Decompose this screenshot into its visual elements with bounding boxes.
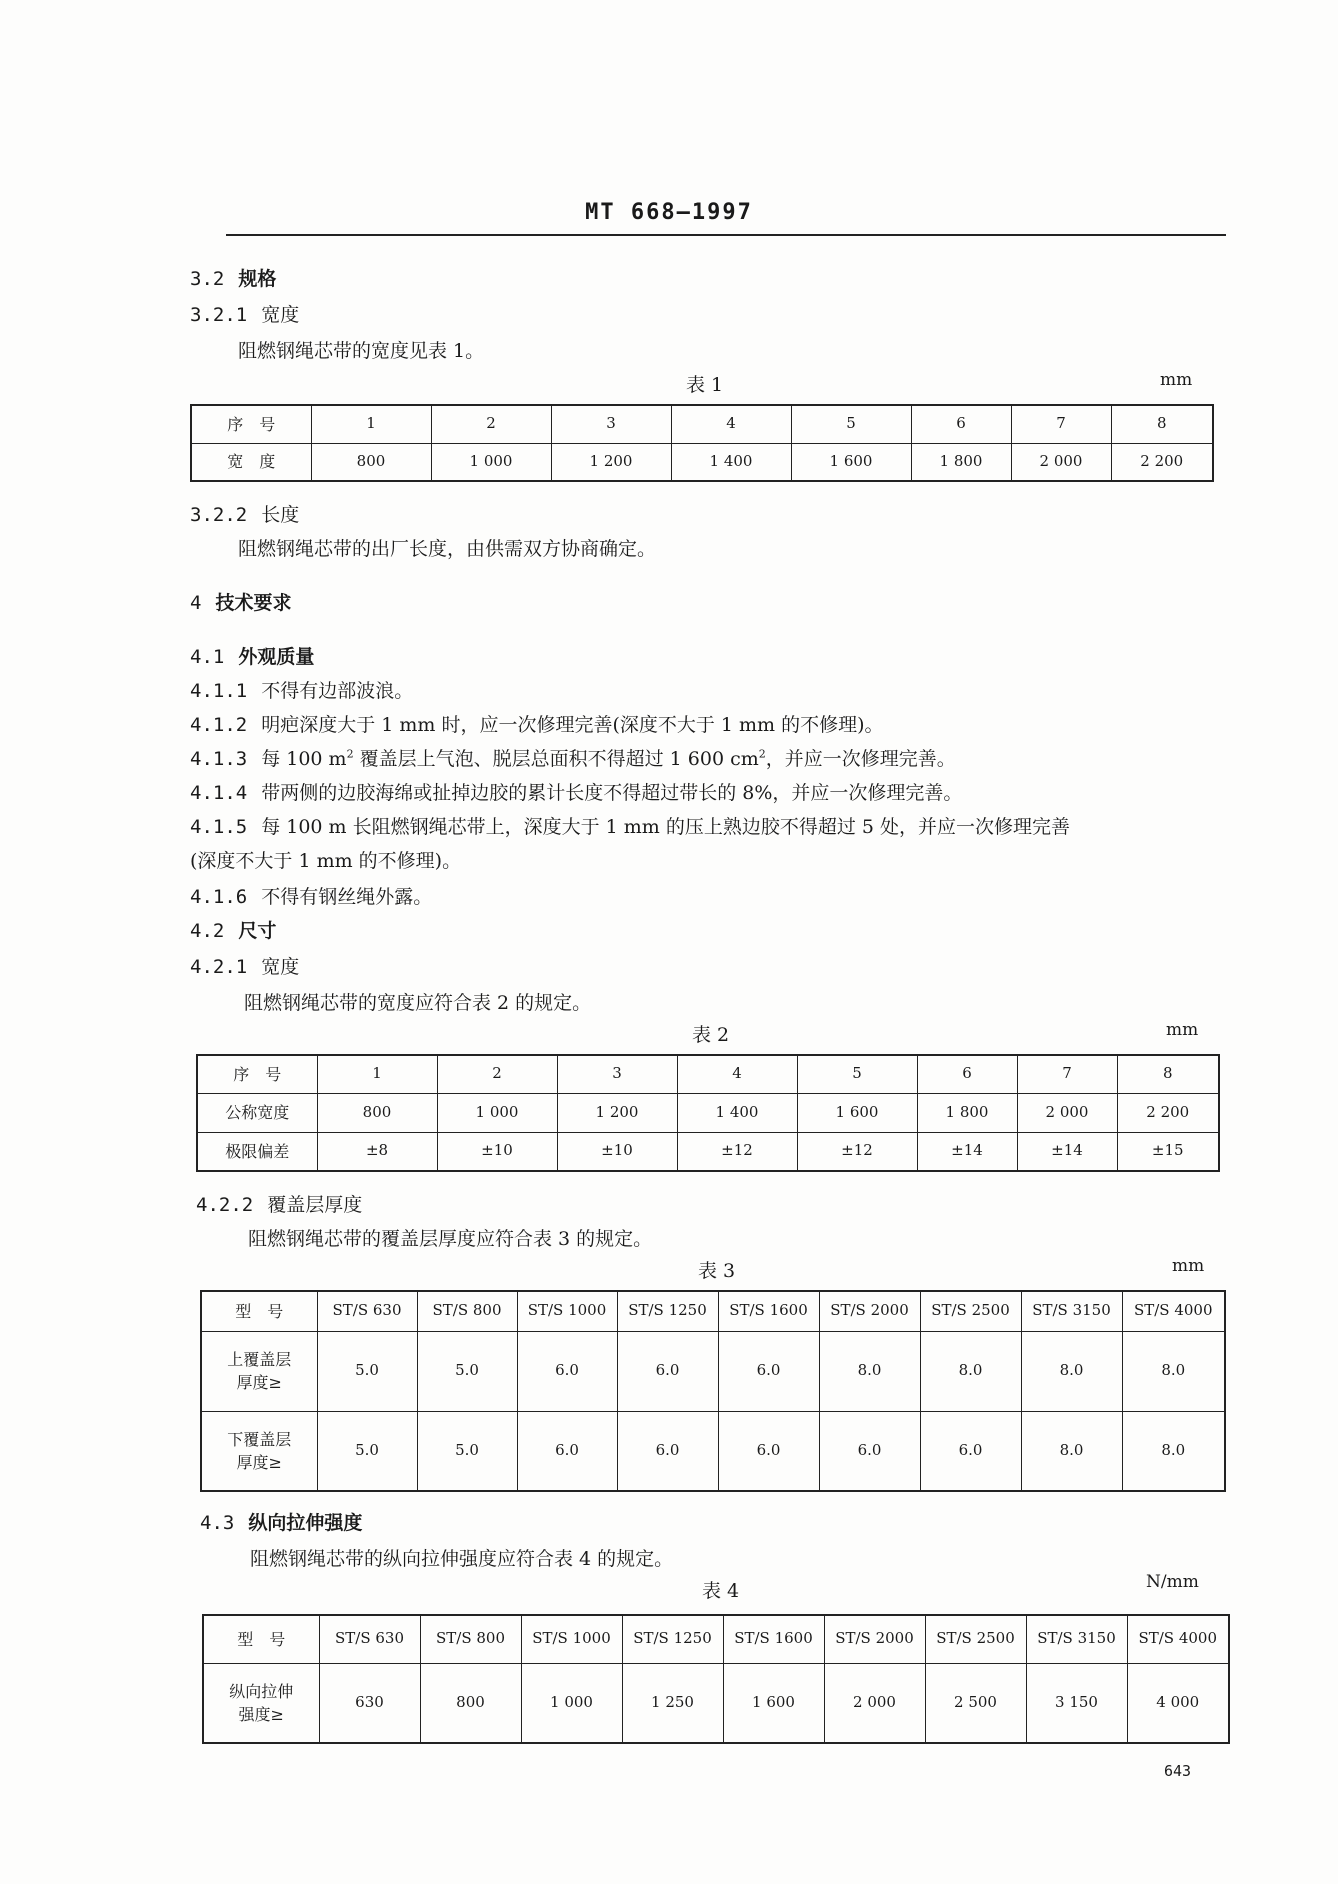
table-header-row	[203, 1615, 1229, 1663]
table-row	[201, 1411, 1225, 1491]
table-1-unit: mm	[1160, 370, 1193, 390]
section-4-3	[200, 1508, 362, 1535]
table-header-row	[201, 1291, 1225, 1331]
section-3-2-1	[190, 300, 299, 327]
table-cell: ±15	[1117, 1132, 1219, 1171]
column-header: ST/S 3150	[1026, 1615, 1127, 1663]
clause-number: 4.1.2	[190, 714, 248, 736]
section-title: 纵向拉伸强度	[248, 1512, 363, 1534]
table-1-caption: 表 1	[686, 374, 724, 396]
table-cell: 1 000	[521, 1663, 622, 1743]
clause-4-1-5	[190, 812, 1070, 839]
table-cell: 8.0	[1122, 1331, 1225, 1411]
paragraph: 阻燃钢绳芯带的宽度应符合表 2 的规定。	[244, 992, 592, 1014]
clause-4-1-3	[190, 744, 956, 771]
section-number: 3.2.2	[190, 504, 248, 526]
row-label: 序 号	[197, 1055, 317, 1093]
table-cell: 6	[917, 1055, 1017, 1093]
table-cell: 2 000	[1017, 1093, 1117, 1132]
clause-4-1-1	[190, 676, 413, 703]
table-cell: ±10	[437, 1132, 557, 1171]
section-title: 长度	[261, 504, 300, 526]
table-cell: ±8	[317, 1132, 437, 1171]
table-cell: ±10	[557, 1132, 677, 1171]
table-cell: ±12	[797, 1132, 917, 1171]
paragraph: 阻燃钢绳芯带的覆盖层厚度应符合表 3 的规定。	[248, 1228, 653, 1250]
table-cell: 7	[1011, 405, 1111, 443]
column-header: 型 号	[203, 1615, 319, 1663]
table-cell: 2 200	[1111, 443, 1213, 481]
superscript: 2	[758, 747, 766, 761]
table-cell: 6.0	[920, 1411, 1021, 1491]
table-cell: 1 400	[677, 1093, 797, 1132]
clause-text: 不得有边部波浪。	[261, 680, 414, 702]
clause-4-1-5-continued: (深度不大于 1 mm 的不修理)。	[190, 850, 462, 872]
standard-code: MT 668—1997	[585, 200, 753, 225]
table-row	[203, 1663, 1229, 1743]
row-label-line: 纵向拉伸	[229, 1681, 294, 1701]
section-number: 4.2.1	[190, 956, 248, 978]
section-title: 规格	[238, 268, 277, 290]
row-label-line: 厚度≥	[236, 1373, 282, 1392]
table-cell: ±14	[917, 1132, 1017, 1171]
table-cell: 6	[911, 405, 1011, 443]
column-header: ST/S 1000	[521, 1615, 622, 1663]
table-row	[191, 443, 1213, 481]
section-number: 4	[190, 592, 202, 614]
table-cell: 800	[311, 443, 431, 481]
table-cell: 1 000	[437, 1093, 557, 1132]
table-cell: 2	[431, 405, 551, 443]
superscript: 2	[346, 747, 354, 761]
clause-number: 4.1.5	[190, 816, 248, 838]
table-cell: 4	[677, 1055, 797, 1093]
section-4-2-2	[196, 1190, 362, 1217]
table-1	[190, 404, 1214, 482]
table-cell: 1	[317, 1055, 437, 1093]
column-header: ST/S 2000	[819, 1291, 920, 1331]
row-label: 公称宽度	[197, 1093, 317, 1132]
table-cell: 2 000	[824, 1663, 925, 1743]
table-cell: 1 250	[622, 1663, 723, 1743]
clause-4-1-6	[190, 882, 432, 909]
table-cell: 5	[791, 405, 911, 443]
table-cell: 3 150	[1026, 1663, 1127, 1743]
column-header: ST/S 2500	[920, 1291, 1021, 1331]
table-cell: 5.0	[317, 1331, 417, 1411]
section-number: 4.1	[190, 646, 225, 668]
row-label-line: 厚度≥	[236, 1452, 282, 1472]
table-cell: 800	[420, 1663, 521, 1743]
column-header: 型 号	[201, 1291, 317, 1331]
table-cell: 1 800	[917, 1093, 1017, 1132]
section-number: 3.2.1	[190, 304, 248, 326]
table-row	[191, 405, 1213, 443]
section-4-2	[190, 916, 276, 943]
table-cell: 6.0	[617, 1411, 718, 1491]
paragraph: 阻燃钢绳芯带的宽度见表 1。	[238, 340, 485, 362]
table-cell: 5.0	[417, 1331, 517, 1411]
paragraph: 阻燃钢绳芯带的出厂长度，由供需双方协商确定。	[238, 538, 657, 560]
table-cell: 8.0	[819, 1331, 920, 1411]
table-cell: 2 500	[925, 1663, 1026, 1743]
table-cell: 5.0	[317, 1411, 417, 1491]
section-title: 外观质量	[238, 646, 315, 668]
table-cell: 1 600	[723, 1663, 824, 1743]
clause-number: 4.1.3	[190, 748, 248, 770]
table-cell: 8	[1117, 1055, 1219, 1093]
table-cell: 6.0	[718, 1411, 819, 1491]
table-cell: 2 000	[1011, 443, 1111, 481]
table-cell: 1 200	[557, 1093, 677, 1132]
table-cell: 1 200	[551, 443, 671, 481]
table-cell: 1 800	[911, 443, 1011, 481]
table-cell: 1 400	[671, 443, 791, 481]
column-header: ST/S 2500	[925, 1615, 1026, 1663]
row-label	[201, 1331, 317, 1411]
table-cell: 8.0	[920, 1331, 1021, 1411]
section-3-2	[190, 264, 276, 291]
table-cell: 1 600	[791, 443, 911, 481]
column-header: ST/S 1250	[617, 1291, 718, 1331]
table-cell: 3	[557, 1055, 677, 1093]
column-header: ST/S 3150	[1021, 1291, 1122, 1331]
clause-text: 不得有钢丝绳外露。	[261, 886, 433, 908]
section-4	[190, 588, 291, 615]
table-cell: ±14	[1017, 1132, 1117, 1171]
table-cell: 2 200	[1117, 1093, 1219, 1132]
table-3-caption: 表 3	[698, 1260, 736, 1282]
column-header: ST/S 2000	[824, 1615, 925, 1663]
table-4-caption: 表 4	[702, 1580, 740, 1602]
column-header: ST/S 630	[319, 1615, 420, 1663]
clause-text: 每 100 m	[261, 748, 347, 770]
table-cell: 1 600	[797, 1093, 917, 1132]
table-cell: 3	[551, 405, 671, 443]
section-3-2-2	[190, 500, 299, 527]
table-row	[197, 1055, 1219, 1093]
clause-number: 4.1.4	[190, 782, 248, 804]
section-title: 宽度	[261, 956, 300, 978]
row-label-line: 强度≥	[238, 1704, 284, 1724]
section-4-2-1	[190, 952, 299, 979]
column-header: ST/S 800	[417, 1291, 517, 1331]
table-cell: 8	[1111, 405, 1213, 443]
table-row	[197, 1093, 1219, 1132]
row-label: 宽 度	[191, 443, 311, 481]
table-cell: 5.0	[417, 1411, 517, 1491]
table-cell: 6.0	[517, 1411, 617, 1491]
section-4-1	[190, 642, 314, 669]
section-number: 4.2.2	[196, 1194, 254, 1216]
table-2-caption: 表 2	[692, 1024, 730, 1046]
table-cell: 6.0	[517, 1331, 617, 1411]
section-number: 4.3	[200, 1512, 235, 1534]
table-cell: 1 000	[431, 443, 551, 481]
column-header: ST/S 4000	[1122, 1291, 1225, 1331]
column-header: ST/S 800	[420, 1615, 521, 1663]
table-cell: 6.0	[617, 1331, 718, 1411]
section-number: 4.2	[190, 920, 225, 942]
table-cell: ±12	[677, 1132, 797, 1171]
table-cell: 4	[671, 405, 791, 443]
table-row	[197, 1132, 1219, 1171]
table-cell: 2	[437, 1055, 557, 1093]
row-label-line: 上覆盖层	[227, 1349, 292, 1369]
table-2	[196, 1054, 1220, 1172]
row-label	[203, 1663, 319, 1743]
clause-4-1-4	[190, 778, 962, 805]
table-3	[200, 1290, 1226, 1492]
page-number: 643	[1164, 1762, 1192, 1780]
row-label-line: 下覆盖层	[227, 1429, 292, 1449]
section-number: 3.2	[190, 268, 225, 290]
column-header: ST/S 4000	[1127, 1615, 1229, 1663]
table-cell: 8.0	[1122, 1411, 1225, 1491]
clause-text: 每 100 m 长阻燃钢绳芯带上，深度大于 1 mm 的压上熟边胶不得超过 5 处，并应一次修理完善	[261, 816, 1071, 838]
clause-4-1-2	[190, 710, 884, 737]
table-cell: 5	[797, 1055, 917, 1093]
clause-number: 4.1.6	[190, 886, 248, 908]
table-cell: 6.0	[819, 1411, 920, 1491]
table-cell: 8.0	[1021, 1331, 1122, 1411]
column-header: ST/S 1600	[718, 1291, 819, 1331]
row-label	[201, 1411, 317, 1491]
table-cell: 4 000	[1127, 1663, 1229, 1743]
table-cell: 7	[1017, 1055, 1117, 1093]
table-cell: 6.0	[718, 1331, 819, 1411]
table-3-unit: mm	[1172, 1256, 1205, 1276]
table-2-unit: mm	[1166, 1020, 1199, 1040]
table-4-unit: N/mm	[1146, 1572, 1199, 1592]
clause-text: 覆盖层上气泡、脱层总面积不得超过 1 600 cm	[353, 748, 759, 770]
table-cell: 800	[317, 1093, 437, 1132]
paragraph: 阻燃钢绳芯带的纵向拉伸强度应符合表 4 的规定。	[250, 1548, 674, 1570]
clause-text: ，并应一次修理完善。	[765, 748, 956, 770]
table-4	[202, 1614, 1230, 1744]
row-label: 序 号	[191, 405, 311, 443]
clause-text: 带两侧的边胶海绵或扯掉边胶的累计长度不得超过带长的 8%，并应一次修理完善。	[261, 782, 963, 804]
section-title: 宽度	[261, 304, 300, 326]
clause-text: 明疤深度大于 1 mm 时，应一次修理完善(深度不大于 1 mm 的不修理)。	[261, 714, 884, 736]
column-header: ST/S 1000	[517, 1291, 617, 1331]
table-cell: 8.0	[1021, 1411, 1122, 1491]
section-title: 尺寸	[238, 920, 277, 942]
table-row	[201, 1331, 1225, 1411]
column-header: ST/S 1250	[622, 1615, 723, 1663]
clause-number: 4.1.1	[190, 680, 248, 702]
column-header: ST/S 1600	[723, 1615, 824, 1663]
table-cell: 1	[311, 405, 431, 443]
row-label: 极限偏差	[197, 1132, 317, 1171]
table-cell: 630	[319, 1663, 420, 1743]
section-title: 覆盖层厚度	[267, 1194, 363, 1216]
column-header: ST/S 630	[317, 1291, 417, 1331]
header-rule	[226, 234, 1226, 236]
section-title: 技术要求	[215, 592, 292, 614]
